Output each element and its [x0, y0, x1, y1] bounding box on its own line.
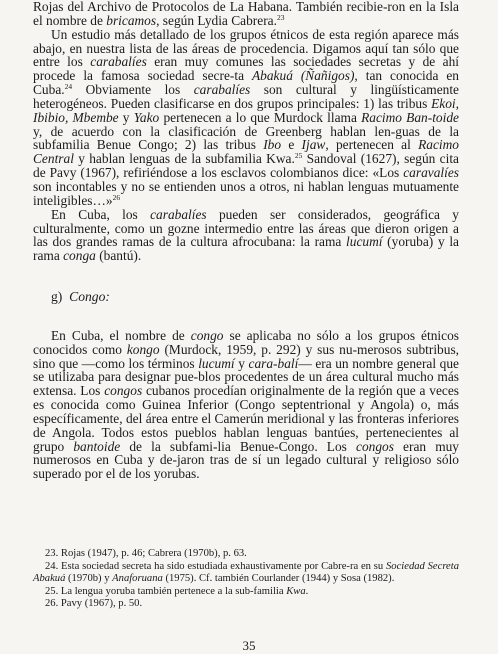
text-run: 24. Esta sociedad secreta ha sido estudiada exhaustivamente por Cabre-ra en su	[45, 560, 386, 572]
text-run: (yoruba) y la rama	[33, 234, 459, 264]
text-run: cubanos procedían originalmente de la región que a veces es conocida como Guinea Inferior (Congo septentrional y Angola) o, más específicamente, del área entre el Camerún meridional y las fronteras inferiores de Angola. Todos estos pueblos hablan lenguas bantúes, pertenecientes al grupo	[33, 383, 460, 454]
text-run: Rojas del Archivo de Protocolos de La Habana. También recibie-ron en la Isla el nombre de	[33, 0, 459, 28]
italic-term: congo	[190, 327, 224, 343]
footnote-ref: 23	[276, 12, 285, 22]
text-run: 26. Pavy (1967), p. 50.	[45, 598, 143, 610]
main-text	[33, 0, 459, 481]
italic-term: conga	[63, 248, 96, 264]
text-run: 25. La lengua yoruba también pertenece a la sub-familia	[45, 585, 287, 597]
italic-term: Racimo Ban-toide	[361, 109, 459, 125]
italic-term: carabalíes	[90, 54, 147, 70]
footnote	[33, 561, 459, 586]
italic-term: Ekoi, Ibibio, Mbembe	[33, 95, 459, 125]
text-run: , tan conocida en Cuba.	[33, 68, 459, 98]
section-heading	[51, 290, 459, 304]
footnote	[33, 598, 459, 611]
text-run: eran muy comunes las sociedades secretas y de ahí procede la famosa sociedad secre-ta	[33, 54, 459, 84]
italic-term: cara-balí	[248, 355, 299, 371]
footnotes	[33, 548, 459, 611]
text-run: se aplicaba no sólo a los grupos étnicos conocidos como	[33, 327, 459, 357]
footnote	[33, 548, 459, 561]
italic-term: congos	[356, 438, 394, 454]
italic-term: Ibo	[263, 137, 282, 153]
text-run: — era un nombre general que se utilizaba para designar pue-blos procedentes de un área cultural mucho más extensa. Los	[33, 355, 460, 399]
page-number: 35	[242, 638, 256, 653]
text-run: (Murdock, 1959, p. 292) y sus nu-merosos subtribus, sino que —como los términos	[33, 341, 460, 371]
text-run: y hablan lenguas de la subfamilia Kwa.	[73, 151, 295, 167]
text-run: son incontables y no se entienden unos a otros, ni hablan lenguas mutuamente inteligibles…»	[33, 178, 459, 208]
italic-term: caravalíes	[403, 165, 459, 181]
italic-term: lucumí	[198, 355, 235, 371]
italic-term: Yako	[133, 109, 160, 125]
paragraph	[33, 0, 459, 28]
italic-term: Ijaw	[301, 137, 326, 153]
text-run: y, de acuerdo con la clasificación de Greenberg hablan len-guas de la subfamilia Benue Congo; 2) las tribus	[33, 123, 459, 153]
italic-term: congos	[104, 383, 143, 399]
paragraph	[33, 208, 459, 263]
italic-term: bantoide	[73, 438, 121, 454]
text-run: eran muy numerosos en Cuba y de-jaron tras de sí un legado cultural y religioso sólo superado por el de los yorubas.	[33, 438, 460, 482]
text-run: 23. Rojas (1947), p. 46; Cabrera (1970b), p. 63.	[45, 548, 247, 559]
italic-term: lucumí	[346, 234, 383, 250]
text-run: Obviamente los	[72, 82, 194, 98]
text-run: , pertenecen al	[325, 137, 419, 153]
text-run: son cultural y lingüísticamente heterogéneos. Pueden clasificarse en dos grupos principales: 1) las tribus	[33, 82, 459, 111]
text-run: y	[234, 355, 249, 371]
italic-term: carabalíes	[193, 82, 251, 98]
text-run: (1970b) y	[65, 573, 113, 585]
text-run: e	[281, 137, 302, 153]
text-run: , según Lydia Cabrera.	[156, 12, 277, 28]
italic-term: Kwa	[286, 585, 306, 597]
footnote	[33, 586, 459, 599]
italic-term: Sociedad Secreta Abakuá	[33, 560, 460, 585]
footnote-ref: 25	[294, 151, 303, 161]
footnote-ref: 26	[112, 192, 121, 202]
section-letter: g)	[51, 289, 63, 305]
italic-term: bricamos	[106, 12, 157, 28]
text-run: y	[118, 109, 134, 125]
italic-term: kongo	[126, 341, 160, 357]
text-run: pertenecen a lo que Murdock llama	[159, 109, 362, 125]
italic-term: carabalíes	[150, 206, 207, 222]
italic-term: Anaforuana	[112, 573, 163, 585]
text-run: de la subfami-lia Benue-Congo. Los	[120, 438, 356, 454]
section-title: Congo:	[69, 289, 110, 305]
text-run: (bantú).	[95, 248, 142, 264]
text-run: (1975). Cf. también Courlander (1944) y Sosa (1982).	[162, 573, 395, 585]
paragraph	[33, 28, 459, 208]
italic-term: Racimo Central	[33, 137, 459, 167]
paragraph	[33, 329, 459, 481]
text-run: Sandoval (1627), según cita de Pavy (1967), refiriéndose a los esclavos colombianos dice: «Los	[33, 151, 460, 181]
text-run: En Cuba, los	[51, 206, 151, 222]
text-run: Un estudio más detallado de los grupos étnicos de esta región aparece más abajo, en nuestra lista de las áreas de procedencia. Digamos aquí tan sólo que entre los	[33, 26, 459, 70]
text-run: En Cuba, el nombre de	[51, 327, 191, 343]
italic-term: Abakuá (Ñañigos)	[251, 68, 355, 84]
text-run: .	[305, 585, 309, 597]
footnote-ref: 24	[64, 82, 73, 92]
text-run: pueden ser considerados, geográfica y culturalmente, como un gozne intermedio entre las áreas que dieron origen a las dos grandes ramas de la cultura afrocubana: la rama	[33, 206, 459, 250]
